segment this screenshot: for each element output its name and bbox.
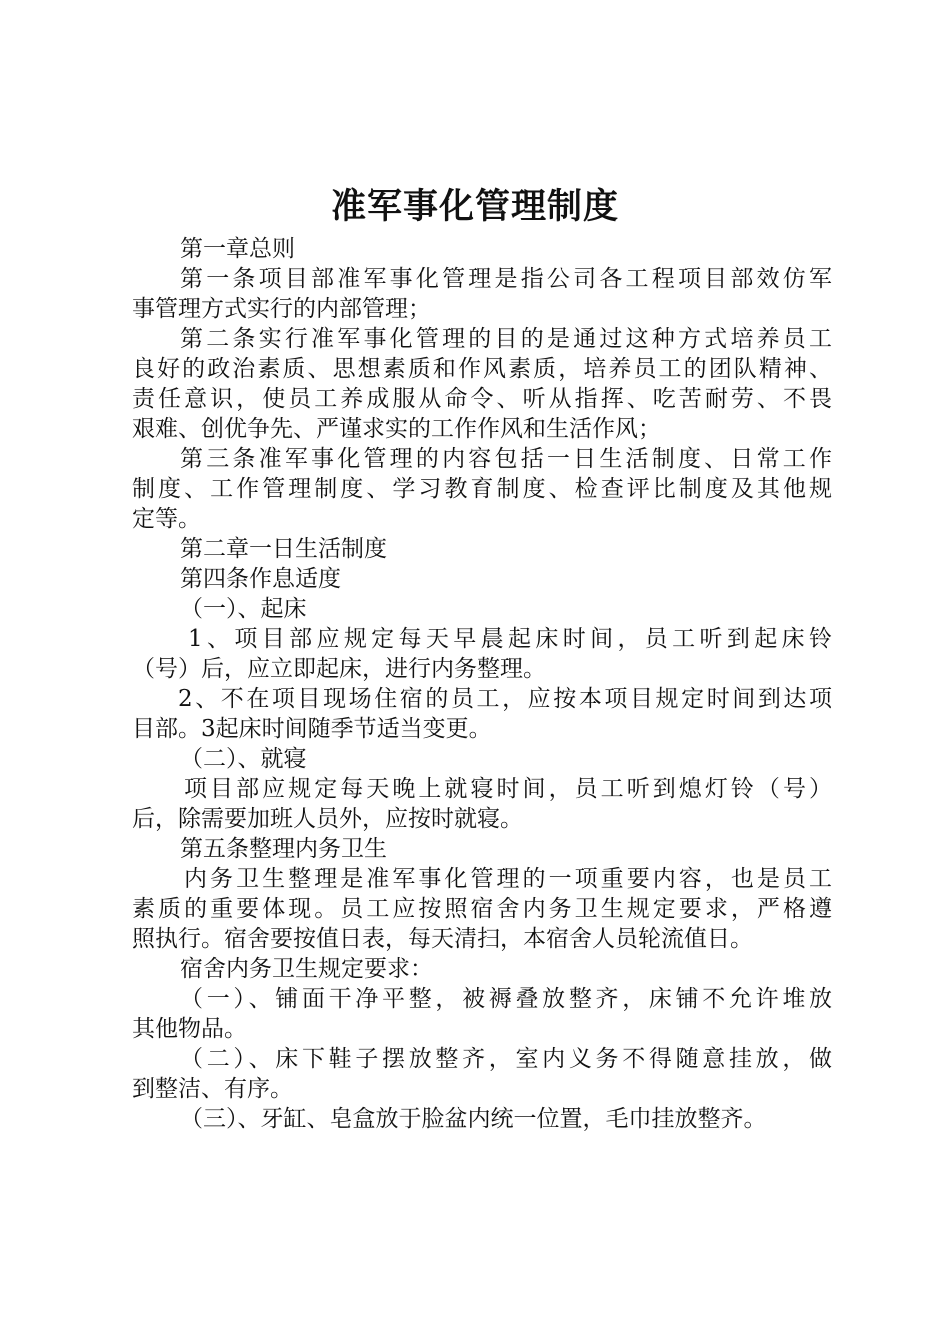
paragraph-line: 事管理方式实行的内部管理； [132,296,431,322]
paragraph-line: （三）、牙缸、皂盒放于脸盆内统一位置，毛巾挂放整齐。 [180,1106,767,1132]
paragraph-line: 素质的重要体现。员工应按照宿舍内务卫生规定要求，严格遵 [132,896,832,922]
paragraph-line: （二）、就寝 [180,746,307,772]
paragraph-line: 其他物品。 [132,1016,247,1042]
document-body [132,234,832,1134]
paragraph-line: 2、不在项目现场住宿的员工，应按本项目规定时间到达项 [178,686,832,712]
paragraph-line: 责任意识，使员工养成服从命令、听从指挥、吃苦耐劳、不畏 [132,386,832,412]
paragraph-line: 1、项目部应规定每天早晨起床时间，员工听到起床铃 [188,626,832,652]
paragraph-line: 第一条项目部准军事化管理是指公司各工程项目部效仿军 [180,266,832,292]
paragraph-line: 制度、工作管理制度、学习教育制度、检查评比制度及其他规 [132,476,832,502]
paragraph-line: 定等。 [132,506,201,532]
document-title: 准军事化管理制度 [330,187,619,227]
paragraph-line: 后，除需要加班人员外，应按时就寝。 [132,806,523,832]
paragraph-line: 宿舍内务卫生规定要求： [180,956,433,982]
paragraph-line: 照执行。宿舍要按值日表，每天清扫，本宿舍人员轮流值日。 [132,926,753,952]
paragraph-line: 第二条实行准军事化管理的目的是通过这种方式培养员工 [180,326,832,352]
paragraph-line: （二）、床下鞋子摆放整齐，室内义务不得随意挂放，做 [180,1046,832,1072]
paragraph-line: （一）、铺面干净平整，被褥叠放整齐，床铺不允许堆放 [180,986,832,1012]
paragraph-line: 良好的政治素质、思想素质和作风素质，培养员工的团队精神、 [132,356,832,382]
paragraph-line: 第二章一日生活制度 [180,536,387,562]
paragraph-line: 第四条作息适度 [180,566,341,592]
paragraph-line: 项目部应规定每天晚上就寝时间，员工听到熄灯铃（号） [184,776,832,802]
paragraph-line: （一）、起床 [180,596,307,622]
paragraph-line: 目部。3起床时间随季节适当变更。 [132,716,492,742]
paragraph-line: （号）后，应立即起床，进行内务整理。 [132,656,546,682]
paragraph-line: 内务卫生整理是准军事化管理的一项重要内容，也是员工 [184,866,832,892]
paragraph-line: 到整洁、有序。 [132,1076,293,1102]
paragraph-line: 艰难、创优争先、严谨求实的工作作风和生活作风； [132,416,661,442]
paragraph-line: 第三条准军事化管理的内容包括一日生活制度、日常工作 [180,446,832,472]
paragraph-line: 第五条整理内务卫生 [180,836,387,862]
paragraph-line: 第一章总则 [180,236,295,262]
